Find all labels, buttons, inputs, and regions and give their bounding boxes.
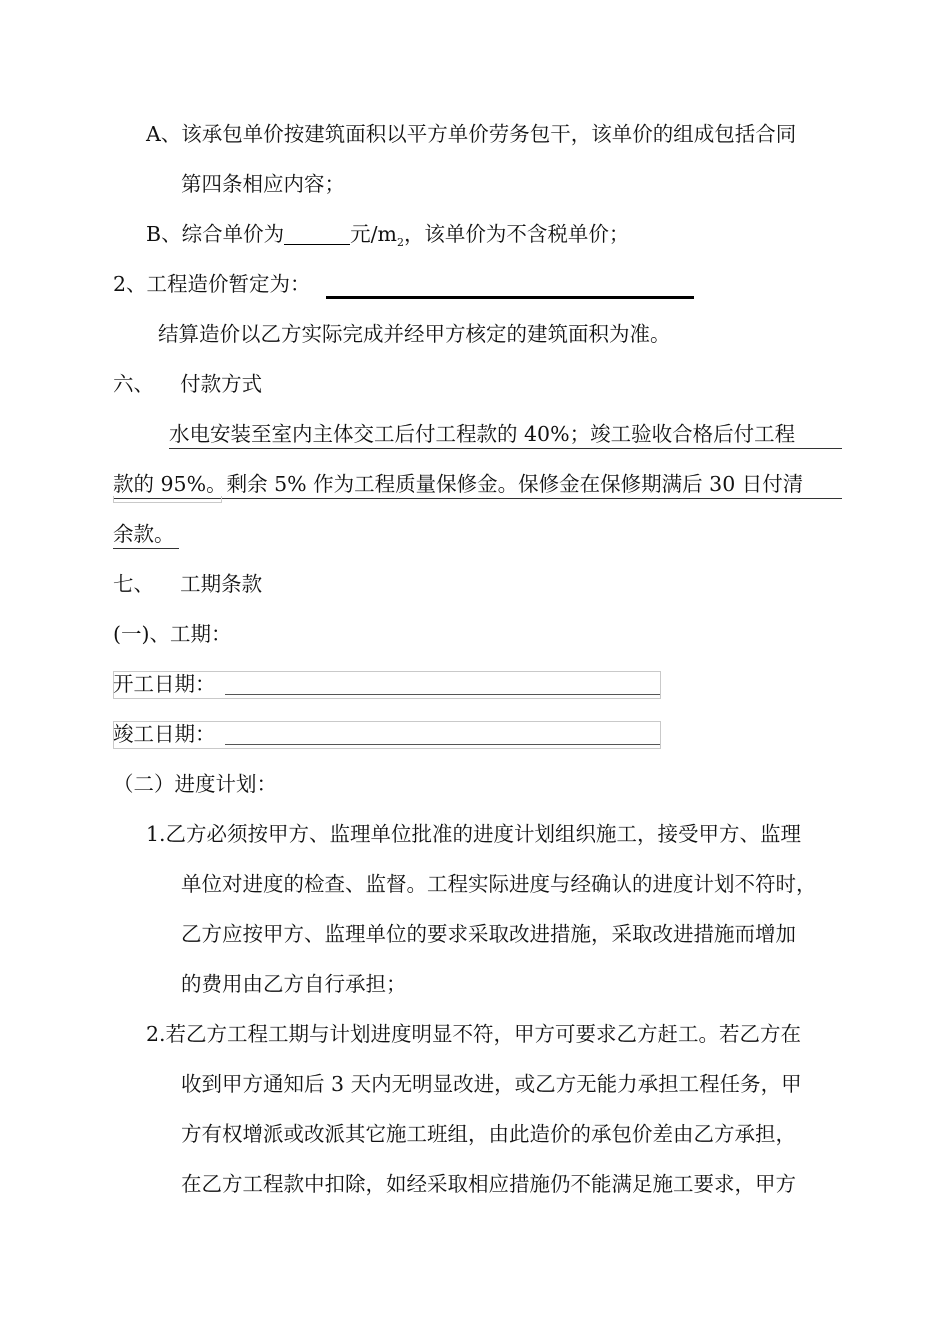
progress-plan-heading: （二）进度计划： bbox=[113, 772, 277, 796]
plan-item-2-line-1: 2.若乙方工程工期与计划进度明显不符，甲方可要求乙方赶工。若乙方在 bbox=[146, 1022, 802, 1046]
cost-label: 2、工程造价暂定为： bbox=[113, 272, 311, 296]
end-date-field[interactable] bbox=[225, 744, 660, 745]
clause-a-line-1: A、该承包单价按建筑面积以平方单价劳务包干，该单价的组成包括合同 bbox=[146, 122, 797, 146]
payment-box-mark bbox=[113, 496, 222, 503]
clause-a-line-2: 第四条相应内容； bbox=[181, 172, 345, 196]
schedule-subheading: (一)、工期： bbox=[113, 622, 232, 646]
payment-line-2: 款的 95%。剩余 5% 作为工程质量保修金。保修金在保修期满后 30 日付清 bbox=[113, 470, 842, 499]
clause-b-note: ，该单价为不含税单价； bbox=[403, 222, 630, 246]
end-date-label: 竣工日期： bbox=[113, 722, 216, 746]
plan-item-1-line-1: 1.乙方必须按甲方、监理单位批准的进度计划组织施工，接受甲方、监理 bbox=[146, 822, 802, 846]
unit-superscript: 2 bbox=[396, 236, 404, 250]
clause-b-label: B、综合单价为 bbox=[146, 222, 285, 246]
plan-item-1-line-2: 单位对进度的检查、监督。工程实际进度与经确认的进度计划不符时， bbox=[181, 872, 817, 896]
plan-item-2-line-4: 在乙方工程款中扣除，如经采取相应措施仍不能满足施工要求，甲方 bbox=[181, 1172, 796, 1196]
plan-item-2-line-3: 方有权增派或改派其它施工班组，由此造价的承包价差由乙方承担， bbox=[181, 1122, 796, 1146]
payment-line-3: 余款。 bbox=[113, 520, 179, 549]
payment-line-1: 水电安装至室内主体交工后付工程款的 40%；竣工验收合格后付工程 bbox=[169, 420, 842, 449]
section-seven-heading: 七、 工期条款 bbox=[113, 572, 263, 596]
plan-item-1-line-3: 乙方应按甲方、监理单位的要求采取改进措施，采取改进措施而增加 bbox=[181, 922, 796, 946]
plan-item-1-line-4: 的费用由乙方自行承担； bbox=[181, 972, 407, 996]
unit-label: 元/m bbox=[350, 222, 397, 246]
section-six-heading: 六、 付款方式 bbox=[113, 372, 263, 396]
cost-line bbox=[113, 270, 311, 298]
unit-price-blank[interactable] bbox=[284, 222, 350, 245]
start-date-label: 开工日期： bbox=[113, 672, 216, 696]
clause-b-line bbox=[146, 220, 629, 257]
cost-blank[interactable] bbox=[326, 296, 694, 299]
start-date-field[interactable] bbox=[225, 694, 660, 695]
settlement-line: 结算造价以乙方实际完成并经甲方核定的建筑面积为准。 bbox=[158, 322, 671, 346]
plan-item-2-line-2: 收到甲方通知后 3 天内无明显改进，或乙方无能力承担工程任务，甲 bbox=[181, 1072, 802, 1096]
